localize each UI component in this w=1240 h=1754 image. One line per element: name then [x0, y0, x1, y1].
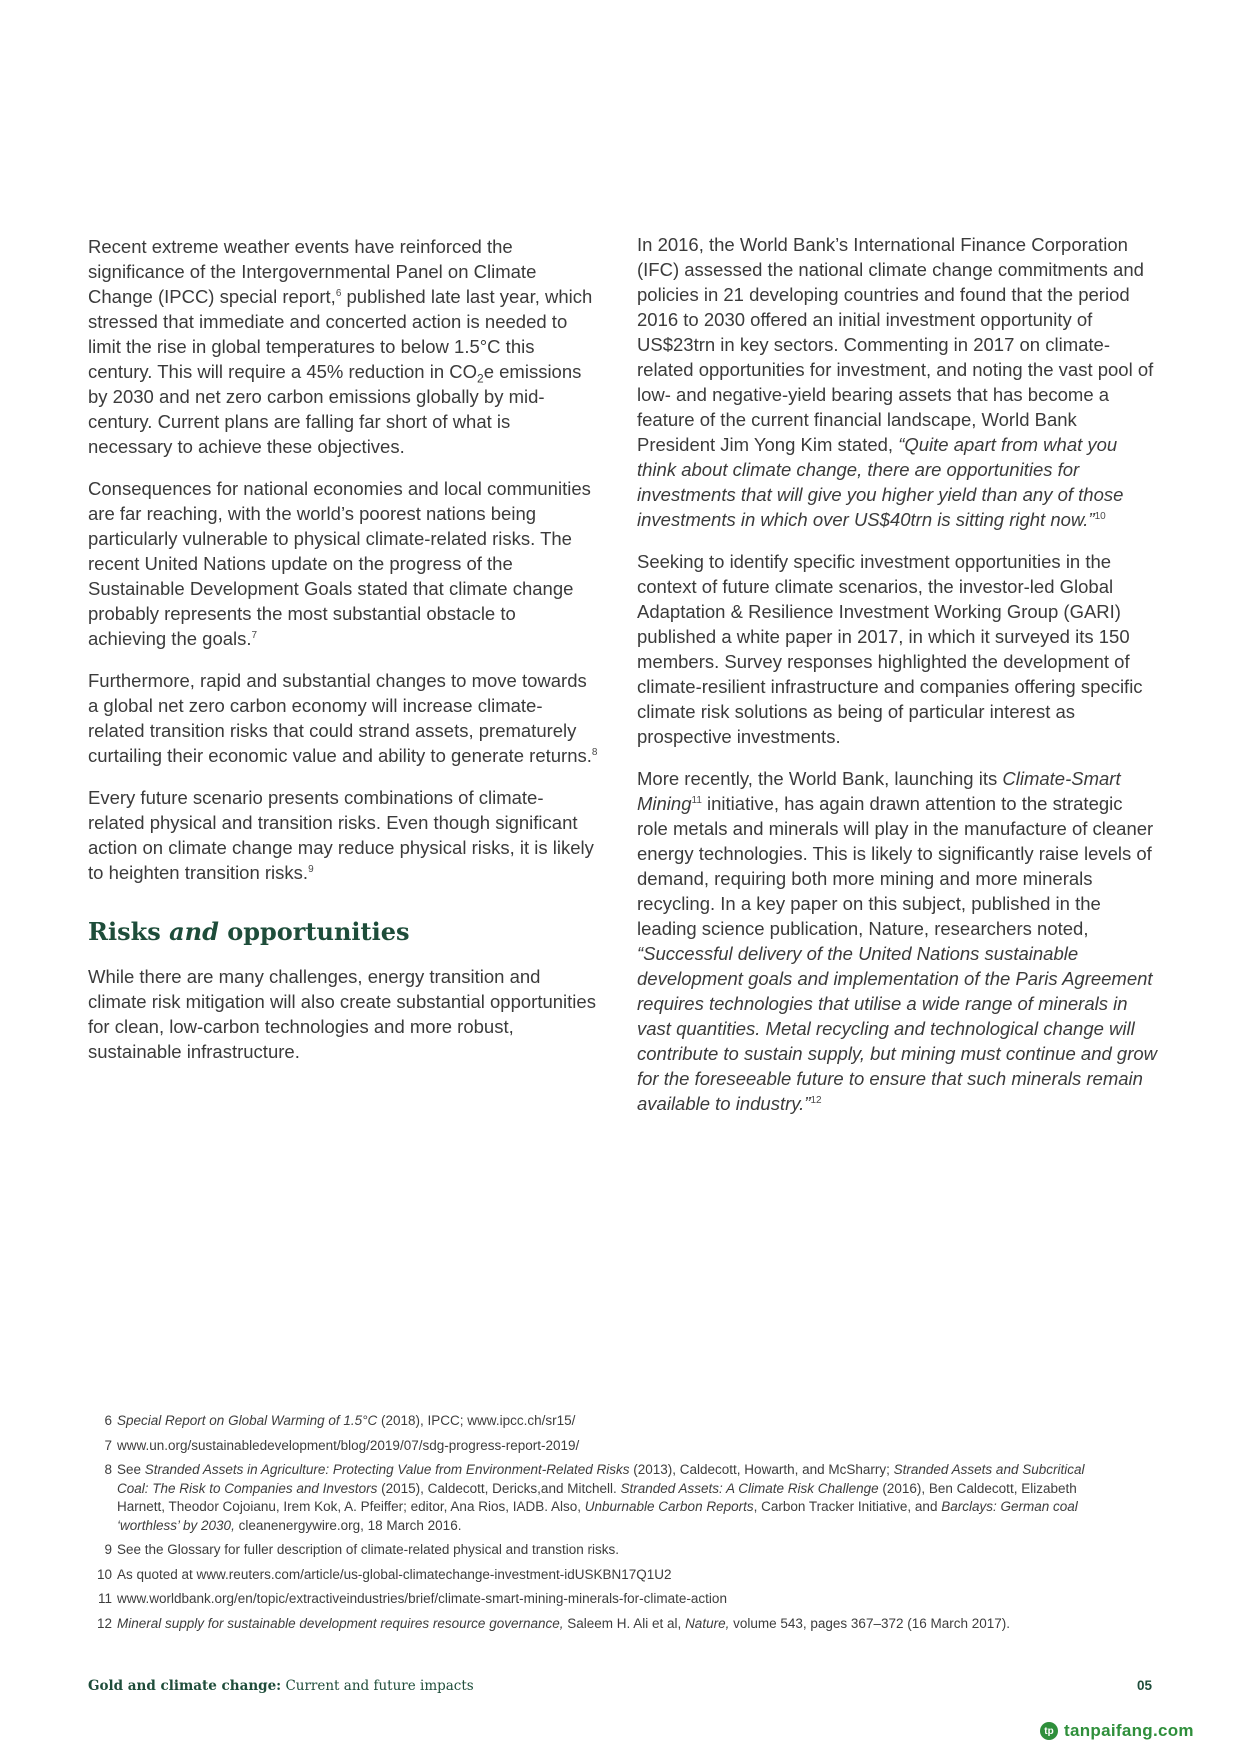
- footnote-item: 9 See the Glossary for fuller description of climate-related physical and transtion risks.: [93, 1541, 1113, 1560]
- footnote-item: 12 Mineral supply for sustainable development requires resource governance, Saleem H. Ali et al, Nature, volume 543, pages 367–372 (16 March 2017).: [93, 1615, 1113, 1634]
- watermark-text: tanpaifang.com: [1064, 1721, 1194, 1740]
- footnote-link[interactable]: www.un.org/sustainabledevelopment/blog/2019/07/sdg-progress-report-2019/: [117, 1437, 580, 1453]
- footnote-number: 11: [97, 1591, 112, 1606]
- footnote-number: 10: [96, 1566, 112, 1582]
- body-paragraph: In 2016, the World Bank’s International Finance Corporation (IFC) assessed the national climate change commitments and policies in 21 developing countries and found that the period 2016 to 2030 offered an initial investment opportunity of US$23trn in key sectors. Commenting in 2017 on climate-related opportunities for investment, and noting the vast pool of low- and negative-yield bearing assets that has become a feature of the current financial landscape, World Bank President Jim Yong Kim stated, “Quite apart from what you think about climate change, there are opportunities for investments that will give you higher yield than any of those investments in which over US$40trn is sitting right now.”$^{10}$: [637, 234, 1154, 530]
- footer-title: Gold and climate change: Current and future impacts: [88, 1678, 474, 1694]
- body-paragraph: Consequences for national economies and local communities are far reaching, with the world’s poorest nations being particularly vulnerable to physical climate-related risks. The recent United Nations update on the progress of the Sustainable Development Goals stated that climate change probably represents the most substantial obstacle to achieving the goals.$^7$: [88, 478, 591, 649]
- footnote-item: [93, 1590, 1113, 1609]
- footnote-number: 9: [104, 1542, 112, 1557]
- footnote-number: 7: [104, 1437, 112, 1453]
- body-paragraph: Every future scenario presents combinations of climate-related physical and transition risks. Even though significant action on climate change may reduce physical risks, it is likely to heighten transition risks.$^9$: [88, 787, 594, 883]
- footnote-link[interactable]: www.worldbank.org/en/topic/extractiveindustries/brief/climate-smart-mining-minerals-for-climate-action: [117, 1591, 727, 1606]
- footnote-item: [93, 1437, 1113, 1456]
- footnote-number: 6: [104, 1413, 112, 1428]
- page-number: 05: [1136, 1678, 1152, 1693]
- footnote-item: [93, 1566, 1113, 1585]
- section-heading: Risks and opportunities: [88, 917, 410, 946]
- footnote-ref[interactable]: 12: [810, 1094, 822, 1106]
- footnote-number: 8: [104, 1462, 112, 1477]
- footnote-ref[interactable]: 9: [308, 863, 314, 875]
- footnote-ref[interactable]: 10: [1094, 510, 1106, 522]
- footnote-number: 12: [96, 1615, 112, 1631]
- footnote-link[interactable]: As quoted at www.reuters.com/article/us-global-climatechange-investment-idUSKBN17Q1U2: [117, 1566, 672, 1582]
- body-paragraph: Furthermore, rapid and substantial changes to move towards a global net zero carbon economy will increase climate-related transition risks that could strand assets, prematurely curtailing their economic value and ability to generate returns.$^8$: [88, 670, 598, 766]
- subscript: 2: [477, 371, 484, 386]
- watermark-logo-icon: tp: [1040, 1722, 1058, 1740]
- footnote-ref[interactable]: 6: [335, 287, 342, 299]
- page-footer: [88, 1678, 1152, 1698]
- footnote-ref[interactable]: 8: [591, 746, 598, 758]
- footnote-ref[interactable]: 7: [251, 629, 258, 641]
- right-column: [637, 232, 1157, 1133]
- body-paragraph: Seeking to identify specific investment opportunities in the context of future climate scenarios, the investor-led Global Adaptation & Resilience Investment Working Group (GARI) published a white paper in 2017, in which it surveyed its 150 members. Survey responses highlighted the development of climate-resilient infrastructure and companies offering specific climate risk solutions as being of particular interest as prospective investments.: [637, 551, 1143, 747]
- quote: “Successful delivery of the United Nations sustainable development goals and implementation of the Paris Agreement requires technologies that utilise a wide range of minerals in vast quantities. Metal recycling and technological change will contribute to sustain supply, but mining must continue and grow for the foreseeable future to ensure that such minerals remain available to industry.”: [637, 943, 1158, 1114]
- body-paragraph: More recently, the World Bank, launching its Climate-Smart Mining$^{11}$ initiative, has again drawn attention to the strategic role metals and minerals will play in the manufacture of cleaner energy technologies. This is likely to significantly raise levels of demand, requiring both more mining and more minerals recycling. In a key paper on this subject, published in the leading science publication, Nature, researchers noted, “Successful delivery of the United Nations sustainable development goals and implementation of the Paris Agreement requires technologies that utilise a wide range of minerals in vast quantities. Metal recycling and technological change will contribute to sustain supply, but mining must continue and grow for the foreseeable future to ensure that such minerals remain available to industry.”$^{12}$: [637, 768, 1158, 1114]
- left-column: [88, 234, 598, 1081]
- quote: “Quite apart from what you think about climate change, there are opportunities for investments that will give you higher yield than any of those investments in which over US$40trn is sitting right now.”: [637, 434, 1124, 530]
- footnote-item: 8 See Stranded Assets in Agriculture: Protecting Value from Environment-Related Risks (2013), Caldecott, Howarth, and McSharry; Stranded Assets and Subcritical Coal: The Risk to Companies and Investors (2015), Caldecott, Dericks,and Mitchell. Stranded Assets: A Climate Risk Challenge (2016), Ben Caldecott, Elizabeth Harnett, Theodor Cojoianu, Irem Kok, A. Pfeiffer; editor, Ana Rios, IADB. Also, Unburnable Carbon Reports, Carbon Tracker Initiative, and Barclays: German coal ‘worthless’ by 2030, cleanenergywire.org, 18 March 2016.: [93, 1461, 1113, 1535]
- footnote-ref[interactable]: 11: [691, 794, 702, 806]
- watermark[interactable]: [1040, 1718, 1194, 1744]
- body-paragraph: Recent extreme weather events have reinforced the significance of the Intergovernmental Panel on Climate Change (IPCC) special report,$^6$ published late last year, which stressed that immediate and concerted action is needed to limit the rise in global temperatures to below 1.5°C this century. This will require a 45% reduction in $CO_2e$ emissions by 2030 and net zero carbon emissions globally by mid-century. Current plans are falling far short of what is necessary to achieve these objectives.: [88, 236, 593, 457]
- body-paragraph: While there are many challenges, energy transition and climate risk mitigation will also create substantial opportunities for clean, low-carbon technologies and more robust, sustainable infrastructure.: [88, 966, 596, 1062]
- footnotes: [93, 1412, 1113, 1639]
- footnote-item: 6 Special Report on Global Warming of 1.5°C (2018), IPCC; www.ipcc.ch/sr15/: [93, 1412, 1113, 1431]
